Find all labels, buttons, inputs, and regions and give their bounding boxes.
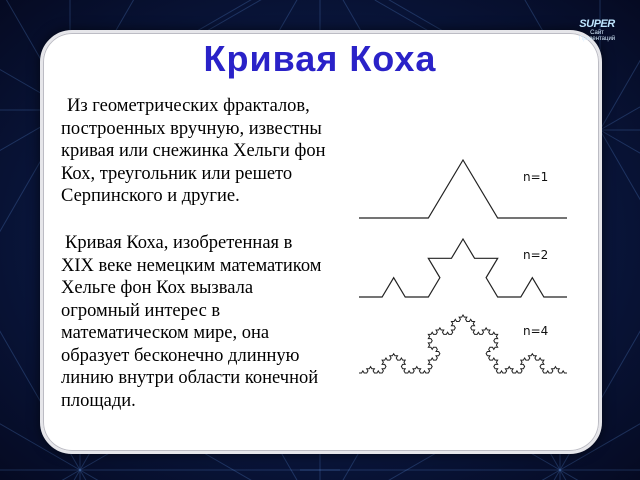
logo-subtext: Сайт Презентаций [578,30,616,42]
text-line: Серпинского и другие. [61,186,240,206]
text-line: образует бесконечно длинную [61,345,300,366]
iteration-label-n1: n=1 [523,170,549,184]
text-line: площади. [61,390,136,411]
background-line [600,130,640,355]
slide-title: Кривая Коха [203,38,437,79]
koch-curve-n4 [359,315,567,373]
text-line: построенных вручную, известны [61,118,322,139]
koch-curve-n1 [359,160,567,218]
logo-text: SUPER [579,18,615,30]
text-line: XIX веке немецким математиком [61,255,322,276]
background-line [430,470,560,480]
text-line: математическом мире, она [61,323,270,343]
background-line [0,470,80,480]
text-line: огромный интерес в [61,300,221,321]
koch-curve-n2 [359,239,567,297]
iteration-label-n4: n=4 [523,324,549,338]
background-line [560,470,640,480]
koch-curve-path-n1 [359,160,567,218]
background-line [335,470,560,480]
background-line [0,470,80,480]
text-line: Хельге фон Кох вызвала [61,278,254,298]
text-line: Из геометрических фракталов, [67,96,310,116]
background-line [600,130,640,260]
background-line [80,470,210,480]
paragraph-fractals [61,95,366,208]
text-line: кривая или снежинка Хельги фон [61,141,326,161]
text-line: линию внутри области конечной [61,368,319,388]
background-line [80,470,305,480]
iteration-label-n2: n=2 [523,248,549,262]
text-line: Кривая Коха, изобретенная в [65,233,293,253]
background-line [560,470,640,480]
paragraph-koch-curve [61,232,366,412]
koch-curve-figure [355,150,575,380]
text-line: Кох, треугольник или решето [61,163,293,184]
